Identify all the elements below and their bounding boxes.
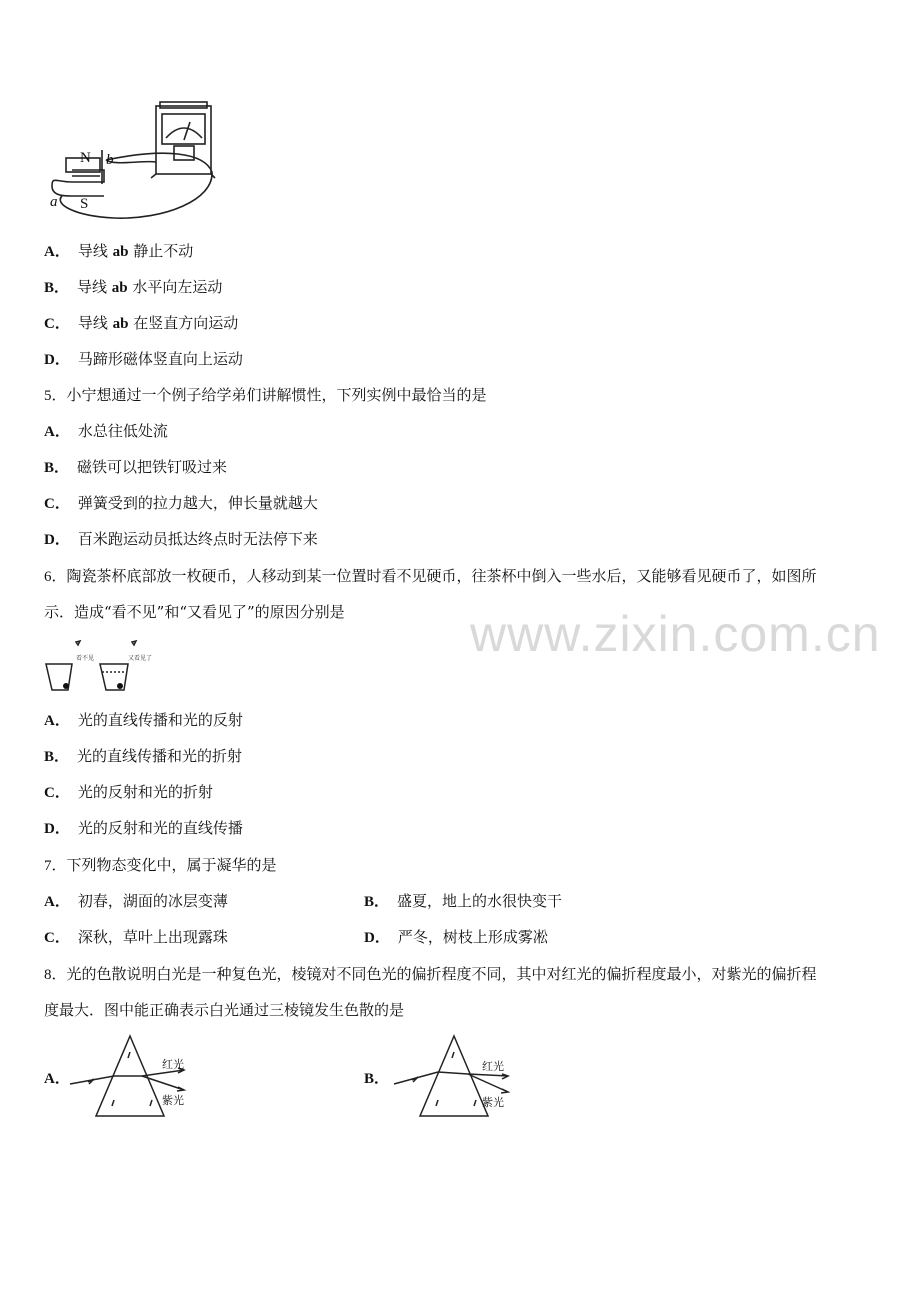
q8-stem-line2: 度最大．图中能正确表示白光通过三棱镜发生色散的是 <box>44 1001 405 1019</box>
q8-a-red-label: 红光 <box>162 1058 184 1071</box>
q5-option-c: C． 弹簧受到的拉力越大，伸长量就越大 <box>44 494 318 512</box>
watermark: www.zixin.com.cn <box>470 606 881 662</box>
prism-figure-b <box>390 1032 520 1122</box>
q6-option-b: B． 光的直线传播和光的折射 <box>44 747 243 765</box>
q5-option-a: A． 水总往低处流 <box>44 422 168 440</box>
q8-option-b-label: B． <box>364 1071 390 1087</box>
q6-stem-line2: 示．造成“看不见”和“又看见了”的原因分别是 <box>44 603 345 621</box>
prism-figure-a <box>66 1032 196 1122</box>
q8-option-a-label: A． <box>44 1071 70 1087</box>
wire-a-label: a <box>50 194 58 210</box>
wire-b-label: b <box>106 152 114 168</box>
magnet-n-label: N <box>80 150 91 166</box>
q7-option-d: D． 严冬，树枝上形成雾凇 <box>364 928 548 946</box>
q5-option-b: B． 磁铁可以把铁钉吸过来 <box>44 458 228 476</box>
q7-stem: 7．下列物态变化中，属于凝华的是 <box>44 856 277 874</box>
q7-option-a: A． 初春，湖面的冰层变薄 <box>44 892 228 910</box>
q6-option-a: A． 光的直线传播和光的反射 <box>44 711 243 729</box>
q5-option-d: D． 百米跑运动员抵达终点时无法停下来 <box>44 530 318 548</box>
q8-b-red-label: 红光 <box>482 1060 504 1073</box>
q6-option-c: C． 光的反射和光的折射 <box>44 783 213 801</box>
q6-option-d: D． 光的反射和光的直线传播 <box>44 819 243 837</box>
magnet-galvanometer-figure <box>44 100 219 230</box>
q8-stem-line1: 8．光的色散说明白光是一种复色光，棱镜对不同色光的偏折程度不同，其中对红光的偏折程度最小，对紫光的偏折程 <box>44 965 817 983</box>
cup-label-left: 看不见 <box>76 655 95 662</box>
q6-stem-line1: 6．陶瓷茶杯底部放一枚硬币，人移动到某一位置时看不见硬币，往茶杯中倒入一些水后，又能够看见硬币了，如图所 <box>44 567 817 585</box>
magnet-s-label: S <box>80 196 89 212</box>
q4-option-c: C． 导线 ab 在竖直方向运动 <box>44 314 239 332</box>
q4-option-b: B． 导线 ab 水平向左运动 <box>44 278 223 296</box>
q7-option-c: C． 深秋，草叶上出现露珠 <box>44 928 228 946</box>
teacup-coin-figure <box>44 640 153 696</box>
q4-option-d: D． 马蹄形磁体竖直向上运动 <box>44 350 243 368</box>
q8-a-violet-label: 紫光 <box>162 1094 184 1107</box>
q7-option-b: B． 盛夏，地上的水很快变干 <box>364 892 563 910</box>
q8-b-violet-label: 紫光 <box>482 1096 504 1109</box>
cup-label-right: 又看见了 <box>128 655 153 662</box>
q4-option-a: A． 导线 ab 静止不动 <box>44 242 194 260</box>
q5-stem: 5．小宁想通过一个例子给学弟们讲解惯性，下列实例中最恰当的是 <box>44 386 487 404</box>
